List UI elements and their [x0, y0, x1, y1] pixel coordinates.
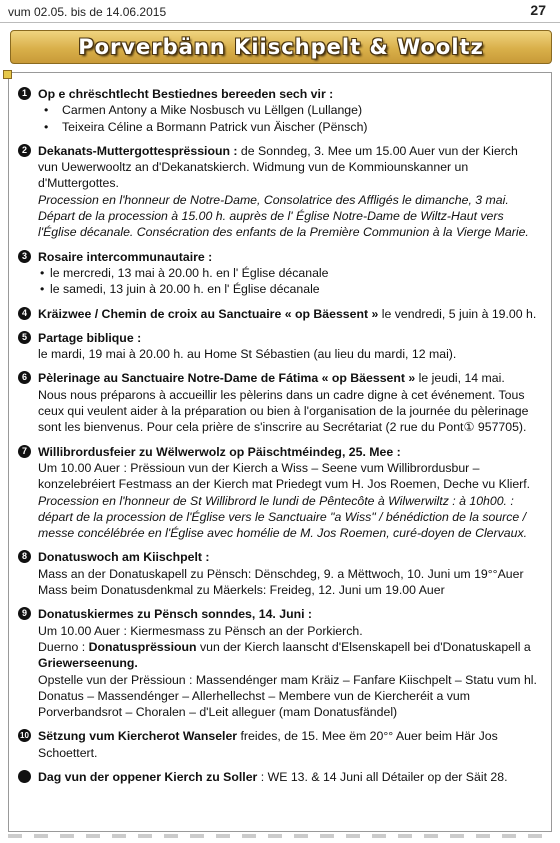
item-text: vun Uewerwooltz an d'Dekanatskierch. Widmung vun de Kommiounskanner un [38, 160, 469, 175]
announcement-item [18, 444, 546, 542]
number-marker-icon: 4 [18, 307, 31, 320]
announcement-item [18, 370, 546, 435]
announcement-item [18, 249, 546, 298]
item-text: de Sonndeg, 3. Mee um 15.00 Auer vun der Kierch [237, 143, 518, 158]
announcement-item [18, 769, 546, 785]
item-text: : WE 13. & 14 Juni all Détailer op der Säit 28. [257, 769, 508, 784]
item-text: Opstelle vun der Prëssioun : Massendénger mam Kräiz – Fanfare Kiischpelt – Statu vum hl. [38, 672, 537, 687]
item-text: Donatus – Massendénger – Allerhellechst – Membere vun de Kiercheréit a vum [38, 688, 470, 703]
number-marker-icon: 6 [18, 371, 31, 384]
item-title: Donatuswoch am Kiischpelt : [38, 550, 210, 565]
item-text: konzelebréiert Festmass an der Kierch mat Priedegt vum H. Jos Roemen, Deche vu Klierf. [38, 477, 531, 492]
item-title: Partage biblique : [38, 330, 142, 345]
item-text: Duerno : Donatusprëssioun vun der Kierch laanscht d'Elsenskapell bei d'Donatuskapell a [38, 639, 531, 654]
announcement-item [18, 549, 546, 598]
item-text: Nous nous préparons à accueillir les pèlerins dans un cadre digne à cet événement. Tous [38, 387, 525, 402]
item-heading-line [38, 728, 546, 744]
item-text: le jeudi, 14 mai. [415, 371, 505, 386]
item-french-text: Procession en l'honneur de St Willibrord le lundi de Pêntecôte à Wilwerwiltz : à 10h00. : [38, 493, 514, 508]
number-marker-icon: 3 [18, 250, 31, 263]
issue-period: vum 02.05. bis de 14.06.2015 [8, 5, 167, 19]
item-title: Donatuskiermes zu Pënsch sonndes, 14. Juni : [38, 607, 313, 622]
item-text: freides, de 15. Mee ëm 20°° Auer beim Här Jos [237, 729, 498, 744]
item-title: Kräizwee / Chemin de croix au Sanctuaire « op Bäessent » [38, 306, 379, 321]
announcement-item [18, 86, 546, 135]
item-text: Griewerseenung. [38, 656, 138, 671]
item-text: Mass beim Donatusdenkmal zu Mäerkels: Freideg, 12. Juni um 19.00 Auer [38, 583, 445, 598]
announcements [18, 86, 546, 793]
page-header [0, 0, 560, 22]
item-french-text: Procession en l'honneur de Notre-Dame, Consolatrice des Affligés le dimanche, 3 mai. [38, 192, 509, 207]
list-item: • Carmen Antony a Mike Nosbusch vu Lëllgen (Lullange) [44, 103, 363, 118]
item-text: d'Muttergottes. [38, 176, 119, 191]
item-heading-line [38, 143, 546, 159]
item-title: Dag vun der oppener Kierch zu Soller [38, 769, 258, 784]
item-title: Pèlerinage au Sanctuaire Notre-Dame de Fátima « op Bäessent » [38, 371, 416, 386]
note-marker-icon [3, 70, 12, 79]
section-banner [10, 30, 552, 64]
item-text: sont les bienvenus. Pour cela prière de s'inscrire au Secrétariat (2 rue du Pont① 957705). [38, 420, 527, 435]
item-text: Schoettert. [38, 745, 98, 760]
number-marker-icon: 7 [18, 445, 31, 458]
number-marker-icon: 9 [18, 607, 31, 620]
item-text: Porverbandsrot – Choralen – d'Leit alleguer (mam Donatusfändel) [38, 705, 398, 720]
number-marker-icon: 8 [18, 550, 31, 563]
item-french-text: départ de la procession de l'Église vers le Sanctuaire "a Wiss" / bénédiction de la source / [38, 509, 527, 524]
announcement-item [18, 728, 546, 761]
item-text: Um 10.00 Auer : Prëssioun vun der Kierch a Wiss – Seene vum Willibrordusbur – [38, 460, 480, 475]
page-number: 27 [530, 2, 546, 18]
item-title: Sëtzung vum Kiercherot Wanseler [38, 729, 238, 744]
list-item: • Teixeira Céline a Bormann Patrick vun Äischer (Pënsch) [44, 119, 368, 134]
item-text: le mardi, 19 mai à 20.00 h. au Home St Sébastien (au lieu du mardi, 12 mai). [38, 347, 457, 362]
list-item: • le mercredi, 13 mai à 20.00 h. en l' Église décanale [40, 265, 329, 280]
item-title: Dekanats-Muttergottesprëssioun : [38, 143, 238, 158]
number-marker-icon: 5 [18, 331, 31, 344]
bottom-border [8, 834, 552, 838]
item-text: Um 10.00 Auer : Kiermesmass zu Pënsch an der Porkierch. [38, 623, 363, 638]
bullet-marker-icon [18, 770, 31, 783]
item-text: ceux qui veulent aider à la préparation ou bien à l'organisation de la journée du pèlerinage [38, 404, 529, 419]
item-french-text: messe concélébrée en l'Église avec homélie de M. Jos Roemen, curé-doyen de Clervaux. [38, 526, 528, 541]
item-french-text: l'Église décanale. Consécration des enfants de la Première Communion à la Vierge Marie. [38, 225, 529, 240]
announcement-item [18, 330, 546, 363]
item-french-text: Départ de la procession à 15.00 h. auprès de l' Église Notre-Dame de Wiltz-Haut vers [38, 209, 504, 224]
announcement-item [18, 143, 546, 241]
announcement-item [18, 606, 546, 720]
number-marker-icon: 10 [18, 729, 31, 742]
banner-title: Porverbänn Kiischpelt & Wooltz [78, 35, 484, 59]
item-text: le vendredi, 5 juin à 19.00 h. [378, 306, 537, 321]
item-title: Rosaire intercommunautaire : [38, 249, 213, 264]
number-marker-icon: 1 [18, 87, 31, 100]
item-title: Op e chrëschtlecht Bestiednes bereeden sech vir : [38, 87, 334, 101]
item-heading-line [38, 306, 546, 322]
item-title: Willibrordusfeier zu Wëlwerwolz op Päischtméindeg, 25. Mee : [38, 444, 401, 459]
announcement-item [18, 306, 546, 322]
item-heading-line [38, 769, 546, 785]
header-divider [0, 22, 560, 23]
list-item: • le samedi, 13 juin à 20.00 h. en l' Église décanale [40, 282, 320, 297]
number-marker-icon: 2 [18, 144, 31, 157]
item-text: Mass an der Donatuskapell zu Pënsch: Dënschdeg, 9. a Mëttwoch, 10. Juni um 19°°Auer [38, 566, 524, 581]
item-heading-line [38, 370, 546, 386]
